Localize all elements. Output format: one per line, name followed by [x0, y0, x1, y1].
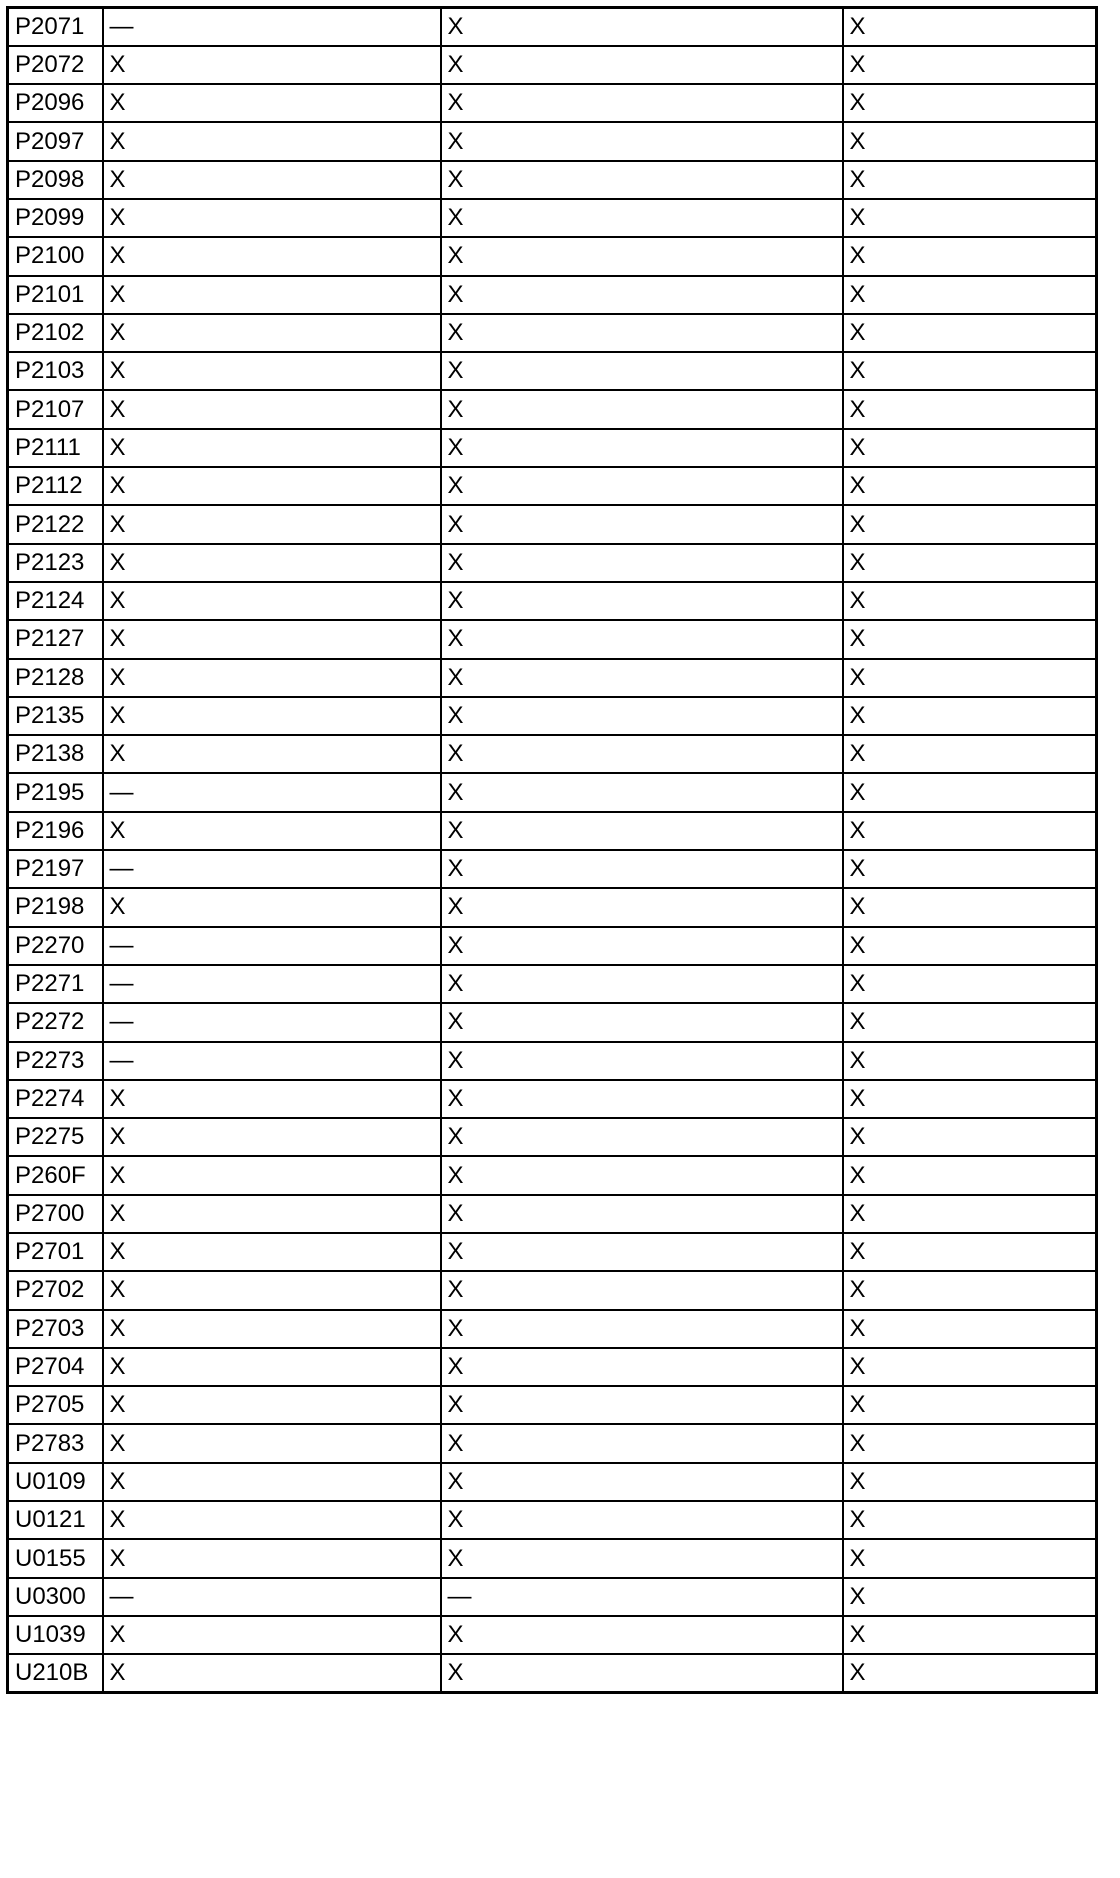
column-2-cell: X — [441, 1195, 843, 1233]
table-row — [8, 505, 1097, 543]
column-1-cell: X — [103, 46, 441, 84]
dtc-code-cell: P2704 — [8, 1348, 103, 1386]
dtc-code-cell: P2272 — [8, 1003, 103, 1041]
column-2-cell: X — [441, 352, 843, 390]
column-1-cell: X — [103, 1310, 441, 1348]
column-3-cell: X — [843, 1348, 1097, 1386]
dtc-code-cell: P2196 — [8, 812, 103, 850]
table-row — [8, 697, 1097, 735]
column-3-cell: X — [843, 582, 1097, 620]
dtc-code-cell: P2103 — [8, 352, 103, 390]
column-2-cell: X — [441, 1654, 843, 1692]
column-3-cell: X — [843, 773, 1097, 811]
column-1-cell: X — [103, 735, 441, 773]
column-3-cell: X — [843, 927, 1097, 965]
dtc-code-cell: P2702 — [8, 1271, 103, 1309]
dtc-code-cell: P2096 — [8, 84, 103, 122]
column-2-cell: X — [441, 1080, 843, 1118]
column-3-cell: X — [843, 8, 1097, 46]
table-row — [8, 1195, 1097, 1233]
column-3-cell: X — [843, 1233, 1097, 1271]
dtc-code-cell: P2112 — [8, 467, 103, 505]
column-3-cell: X — [843, 620, 1097, 658]
table-row — [8, 812, 1097, 850]
column-3-cell: X — [843, 1310, 1097, 1348]
column-3-cell: X — [843, 1042, 1097, 1080]
dtc-code-cell: P2111 — [8, 429, 103, 467]
column-2-cell: X — [441, 850, 843, 888]
column-1-cell: X — [103, 276, 441, 314]
dtc-code-cell: P2107 — [8, 390, 103, 428]
table-row — [8, 237, 1097, 275]
column-2-cell: X — [441, 1233, 843, 1271]
column-2-cell: X — [441, 812, 843, 850]
dtc-code-cell: P2071 — [8, 8, 103, 46]
column-1-cell: X — [103, 1424, 441, 1462]
table-row — [8, 1118, 1097, 1156]
column-1-cell: X — [103, 812, 441, 850]
dtc-code-cell: P2101 — [8, 276, 103, 314]
dtc-code-cell: U210B — [8, 1654, 103, 1692]
column-1-cell: X — [103, 84, 441, 122]
dtc-code-cell: P2701 — [8, 1233, 103, 1271]
dtc-code-cell: P2124 — [8, 582, 103, 620]
column-3-cell: X — [843, 467, 1097, 505]
column-2-cell: X — [441, 773, 843, 811]
dtc-code-cell: P2703 — [8, 1310, 103, 1348]
column-3-cell: X — [843, 505, 1097, 543]
dtc-code-cell: U0155 — [8, 1539, 103, 1577]
table-row — [8, 659, 1097, 697]
column-3-cell: X — [843, 1424, 1097, 1462]
dtc-code-cell: P2098 — [8, 161, 103, 199]
table-row — [8, 965, 1097, 1003]
column-2-cell: X — [441, 1463, 843, 1501]
column-2-cell: X — [441, 1501, 843, 1539]
table-row — [8, 735, 1097, 773]
column-2-cell: X — [441, 1118, 843, 1156]
column-1-cell: X — [103, 1348, 441, 1386]
table-row — [8, 1616, 1097, 1654]
table-row — [8, 927, 1097, 965]
dtc-code-cell: P2273 — [8, 1042, 103, 1080]
column-2-cell: X — [441, 199, 843, 237]
dtc-code-cell: P2198 — [8, 888, 103, 926]
table-row — [8, 1386, 1097, 1424]
column-1-cell: X — [103, 1539, 441, 1577]
column-2-cell: X — [441, 122, 843, 160]
column-3-cell: X — [843, 1654, 1097, 1692]
column-1-cell: X — [103, 390, 441, 428]
column-2-cell: X — [441, 888, 843, 926]
column-2-cell: X — [441, 1003, 843, 1041]
dtc-code-cell: U0109 — [8, 1463, 103, 1501]
column-2-cell: X — [441, 276, 843, 314]
table-row — [8, 46, 1097, 84]
column-2-cell: X — [441, 927, 843, 965]
table-row — [8, 1463, 1097, 1501]
dtc-code-cell: U1039 — [8, 1616, 103, 1654]
dtc-code-cell: P2275 — [8, 1118, 103, 1156]
column-2-cell: X — [441, 161, 843, 199]
column-3-cell: X — [843, 1501, 1097, 1539]
column-2-cell: X — [441, 1616, 843, 1654]
table-row — [8, 84, 1097, 122]
column-1-cell: X — [103, 659, 441, 697]
column-3-cell: X — [843, 965, 1097, 1003]
table-row — [8, 544, 1097, 582]
dtc-code-cell: P2127 — [8, 620, 103, 658]
column-3-cell: X — [843, 1003, 1097, 1041]
column-3-cell: X — [843, 812, 1097, 850]
column-3-cell: X — [843, 888, 1097, 926]
column-2-cell: X — [441, 1271, 843, 1309]
column-3-cell: X — [843, 1578, 1097, 1616]
column-1-cell: X — [103, 1233, 441, 1271]
table-row — [8, 122, 1097, 160]
column-2-cell: X — [441, 659, 843, 697]
table-row — [8, 1156, 1097, 1194]
table-row — [8, 429, 1097, 467]
column-1-cell: X — [103, 467, 441, 505]
table-row — [8, 1539, 1097, 1577]
column-3-cell: X — [843, 1118, 1097, 1156]
table-row — [8, 352, 1097, 390]
column-1-cell: — — [103, 1578, 441, 1616]
column-2-cell: X — [441, 544, 843, 582]
table-row — [8, 276, 1097, 314]
table-row — [8, 161, 1097, 199]
dtc-code-cell: P2102 — [8, 314, 103, 352]
column-1-cell: — — [103, 8, 441, 46]
table-row — [8, 467, 1097, 505]
table-row — [8, 1003, 1097, 1041]
table-row — [8, 850, 1097, 888]
column-2-cell: X — [441, 505, 843, 543]
column-3-cell: X — [843, 544, 1097, 582]
column-1-cell: X — [103, 544, 441, 582]
table-row — [8, 1080, 1097, 1118]
column-2-cell: X — [441, 1310, 843, 1348]
dtc-code-cell: P2274 — [8, 1080, 103, 1118]
dtc-code-cell: P2705 — [8, 1386, 103, 1424]
dtc-code-cell: U0121 — [8, 1501, 103, 1539]
column-2-cell: X — [441, 582, 843, 620]
column-1-cell: X — [103, 1654, 441, 1692]
dtc-code-cell: P2197 — [8, 850, 103, 888]
column-1-cell: X — [103, 429, 441, 467]
column-3-cell: X — [843, 122, 1097, 160]
dtc-code-cell: P2099 — [8, 199, 103, 237]
column-1-cell: X — [103, 122, 441, 160]
table-row — [8, 1310, 1097, 1348]
column-1-cell: X — [103, 199, 441, 237]
dtc-code-cell: P2097 — [8, 122, 103, 160]
table-row — [8, 1271, 1097, 1309]
table-body — [8, 8, 1097, 1693]
table-row — [8, 1424, 1097, 1462]
column-1-cell: X — [103, 1195, 441, 1233]
column-2-cell: X — [441, 620, 843, 658]
column-3-cell: X — [843, 1271, 1097, 1309]
column-3-cell: X — [843, 1616, 1097, 1654]
table-row — [8, 620, 1097, 658]
dtc-code-cell: P2128 — [8, 659, 103, 697]
column-2-cell: X — [441, 1386, 843, 1424]
table-row — [8, 8, 1097, 46]
column-3-cell: X — [843, 84, 1097, 122]
column-1-cell: X — [103, 582, 441, 620]
column-3-cell: X — [843, 1156, 1097, 1194]
column-2-cell: X — [441, 390, 843, 428]
column-1-cell: X — [103, 314, 441, 352]
table-row — [8, 1578, 1097, 1616]
dtc-code-cell: P2271 — [8, 965, 103, 1003]
table-row — [8, 1501, 1097, 1539]
column-3-cell: X — [843, 352, 1097, 390]
column-3-cell: X — [843, 1195, 1097, 1233]
column-3-cell: X — [843, 46, 1097, 84]
column-1-cell: X — [103, 161, 441, 199]
column-3-cell: X — [843, 697, 1097, 735]
column-2-cell: X — [441, 1042, 843, 1080]
column-3-cell: X — [843, 390, 1097, 428]
table-row — [8, 888, 1097, 926]
column-3-cell: X — [843, 1539, 1097, 1577]
column-2-cell: X — [441, 1424, 843, 1462]
column-1-cell: X — [103, 505, 441, 543]
column-1-cell: — — [103, 773, 441, 811]
dtc-table — [6, 6, 1098, 1694]
column-1-cell: X — [103, 1156, 441, 1194]
column-1-cell: X — [103, 237, 441, 275]
column-2-cell: X — [441, 735, 843, 773]
dtc-code-cell: P2138 — [8, 735, 103, 773]
table-row — [8, 773, 1097, 811]
column-3-cell: X — [843, 1463, 1097, 1501]
column-1-cell: X — [103, 1463, 441, 1501]
dtc-code-cell: P2122 — [8, 505, 103, 543]
column-2-cell: X — [441, 84, 843, 122]
column-1-cell: X — [103, 1080, 441, 1118]
table-row — [8, 1348, 1097, 1386]
dtc-code-cell: P2135 — [8, 697, 103, 735]
column-2-cell: X — [441, 1348, 843, 1386]
dtc-code-cell: P2072 — [8, 46, 103, 84]
dtc-code-cell: P2100 — [8, 237, 103, 275]
dtc-code-cell: P2195 — [8, 773, 103, 811]
column-2-cell: X — [441, 697, 843, 735]
table-row — [8, 1042, 1097, 1080]
column-1-cell: X — [103, 888, 441, 926]
column-3-cell: X — [843, 1080, 1097, 1118]
column-3-cell: X — [843, 237, 1097, 275]
column-1-cell: — — [103, 1003, 441, 1041]
column-1-cell: X — [103, 1616, 441, 1654]
column-3-cell: X — [843, 161, 1097, 199]
table-row — [8, 314, 1097, 352]
column-1-cell: — — [103, 965, 441, 1003]
table-row — [8, 390, 1097, 428]
dtc-code-cell: P260F — [8, 1156, 103, 1194]
dtc-code-cell: P2783 — [8, 1424, 103, 1462]
column-1-cell: X — [103, 697, 441, 735]
column-3-cell: X — [843, 850, 1097, 888]
column-2-cell: X — [441, 1156, 843, 1194]
table-row — [8, 1233, 1097, 1271]
column-2-cell: X — [441, 46, 843, 84]
column-3-cell: X — [843, 1386, 1097, 1424]
table-row — [8, 199, 1097, 237]
column-2-cell: — — [441, 1578, 843, 1616]
column-2-cell: X — [441, 965, 843, 1003]
column-1-cell: X — [103, 1118, 441, 1156]
column-2-cell: X — [441, 1539, 843, 1577]
column-1-cell: — — [103, 1042, 441, 1080]
column-1-cell: X — [103, 1386, 441, 1424]
column-2-cell: X — [441, 8, 843, 46]
dtc-code-cell: P2123 — [8, 544, 103, 582]
column-2-cell: X — [441, 237, 843, 275]
column-3-cell: X — [843, 276, 1097, 314]
column-1-cell: X — [103, 620, 441, 658]
column-1-cell: X — [103, 352, 441, 390]
column-3-cell: X — [843, 735, 1097, 773]
dtc-code-cell: P2700 — [8, 1195, 103, 1233]
column-2-cell: X — [441, 467, 843, 505]
column-2-cell: X — [441, 314, 843, 352]
column-3-cell: X — [843, 199, 1097, 237]
column-1-cell: — — [103, 927, 441, 965]
dtc-code-cell: U0300 — [8, 1578, 103, 1616]
table-row — [8, 1654, 1097, 1692]
column-1-cell: X — [103, 1501, 441, 1539]
column-3-cell: X — [843, 429, 1097, 467]
table-row — [8, 582, 1097, 620]
column-1-cell: X — [103, 1271, 441, 1309]
column-1-cell: — — [103, 850, 441, 888]
column-3-cell: X — [843, 314, 1097, 352]
column-2-cell: X — [441, 429, 843, 467]
column-3-cell: X — [843, 659, 1097, 697]
dtc-code-cell: P2270 — [8, 927, 103, 965]
